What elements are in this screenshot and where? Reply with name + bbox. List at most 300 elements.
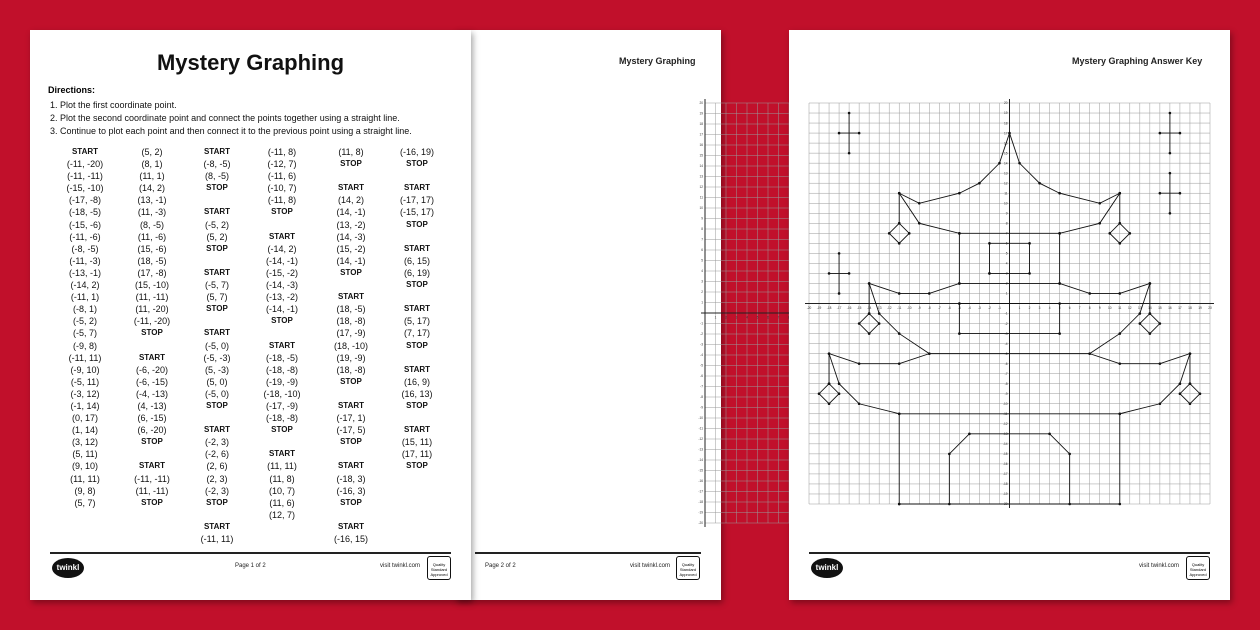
x-tick-label: -11 (897, 306, 902, 310)
coordinate-pair: (5, 0) (206, 376, 228, 387)
coordinate-pair: (-9, 8) (72, 340, 97, 351)
data-point (898, 292, 901, 295)
coordinate-pair: (-17, -9) (265, 400, 298, 411)
data-point (958, 332, 961, 335)
coordinate-pair: (15, -6) (137, 243, 167, 254)
y-tick-label: -19 (698, 510, 703, 515)
coordinate-pair: (-11, 8) (267, 147, 297, 157)
coordinate-pair: (5, 11) (72, 449, 98, 460)
coordinate-pair: (14, -1) (336, 207, 366, 218)
coordinate-column (382, 146, 452, 473)
coordinate-pair: (-13, -2) (265, 292, 298, 303)
coordinate-pair: (-11, 11) (68, 352, 102, 363)
data-point (898, 332, 901, 335)
keyword-label: STOP (340, 267, 362, 277)
x-tick-label: 1 (1018, 306, 1021, 310)
x-tick-label: 3 (735, 315, 738, 320)
x-tick-label: 16 (1168, 306, 1172, 310)
twinkl-logo: twinkl (52, 558, 84, 578)
site-link[interactable]: visit twinkl.com (380, 563, 421, 569)
keyword-label: STOP (271, 425, 293, 435)
keyword-label: START (203, 267, 231, 277)
coordinate-pair: (-5, 2) (72, 316, 97, 327)
data-point (828, 272, 831, 275)
y-tick-label: 18 (699, 122, 703, 127)
keyword-label: STOP (340, 497, 362, 507)
blank-coordinate-grid (455, 65, 780, 565)
data-point (828, 352, 831, 355)
y-tick-label: 4 (1005, 261, 1008, 266)
coordinate-pair: (-5, 11) (70, 376, 100, 387)
coordinate-pair: (-5, -3) (203, 352, 231, 363)
keyword-label: STOP (271, 207, 293, 217)
keyword-label: STOP (206, 243, 228, 253)
data-point (1028, 272, 1031, 275)
blank-grid-page (455, 30, 780, 600)
y-tick-label: -16 (1002, 462, 1008, 467)
x-tick-label: 20 (1208, 306, 1212, 310)
keyword-label: STOP (406, 400, 428, 410)
y-tick-label: 7 (701, 237, 703, 242)
data-point (1179, 382, 1182, 385)
y-tick-label: -6 (1004, 361, 1008, 366)
data-point (898, 362, 901, 365)
coordinate-pair: (-5, 2) (204, 219, 229, 230)
coordinate-pair: (6, 19) (403, 267, 430, 278)
y-tick-label: 8 (1005, 221, 1008, 226)
coordinate-pair: (17, -9) (336, 328, 366, 339)
data-point (928, 352, 931, 355)
x-tick-label: 13 (1138, 306, 1142, 310)
coordinate-pair (382, 170, 452, 182)
coordinate-pair: (18, -10) (333, 340, 368, 351)
coordinate-pair: (-12, 7) (267, 159, 297, 170)
data-point (998, 162, 1001, 165)
data-point (918, 202, 921, 205)
coordinate-column (117, 146, 187, 509)
y-tick-label: 13 (699, 174, 703, 179)
data-point (1149, 282, 1152, 285)
data-point (968, 433, 971, 436)
data-point (838, 392, 841, 395)
coordinate-pair: (-16, 19) (399, 147, 434, 157)
keyword-label: STOP (206, 497, 228, 507)
coordinate-pair: (5, 2) (206, 231, 228, 242)
coordinate-pair: (-8, -5) (71, 243, 99, 254)
data-point (818, 392, 821, 395)
coordinate-pair: (-11, -11) (134, 473, 170, 484)
data-point (1098, 202, 1101, 205)
y-tick-label: -4 (700, 353, 703, 358)
coordinate-pair: (5, 7) (74, 497, 96, 508)
keyword-label: START (403, 304, 431, 314)
coordinate-pair: (16, 9) (403, 376, 430, 387)
data-point (868, 282, 871, 285)
coordinate-pair (117, 340, 187, 352)
coordinate-pair: (-2, 3) (204, 437, 229, 448)
y-tick-label: -1 (1004, 311, 1008, 316)
data-point (838, 132, 841, 135)
y-tick-label: 2 (1005, 281, 1008, 286)
data-point (1189, 352, 1192, 355)
data-point (1129, 232, 1132, 235)
coordinate-pair: (5, 2) (141, 147, 163, 157)
coordinate-pair: (-11, -20) (133, 316, 171, 327)
x-tick-label: -1 (998, 306, 1001, 310)
keyword-label: STOP (206, 400, 228, 410)
coordinate-pair: (17, -8) (137, 267, 167, 278)
keyword-label: STOP (406, 159, 428, 169)
data-point (958, 232, 961, 235)
data-point (948, 503, 951, 506)
coordinate-pair (117, 448, 187, 460)
y-tick-label: 12 (1003, 181, 1008, 186)
data-point (988, 272, 991, 275)
keyword-label: START (403, 425, 431, 435)
data-point (878, 312, 881, 315)
y-tick-label: 2 (701, 290, 703, 295)
coordinate-pair: (11, 8) (269, 473, 295, 484)
data-point (958, 192, 961, 195)
data-point (1058, 332, 1061, 335)
data-point (1189, 402, 1192, 405)
x-tick-label: -4 (967, 306, 971, 310)
coordinate-pair: (-14, -1) (265, 304, 298, 315)
y-tick-label: -19 (1002, 492, 1008, 497)
coordinate-pair: (-5, 7) (204, 280, 229, 291)
coordinate-pair: (17, 11) (401, 449, 433, 460)
page-number: Page 2 of 2 (485, 563, 516, 569)
coordinate-pair: (14, -3) (336, 231, 366, 242)
coordinate-pair: (11, -11) (135, 292, 169, 303)
keyword-label: STOP (406, 280, 428, 290)
y-tick-label: -4 (1004, 341, 1008, 346)
data-point (1169, 152, 1172, 155)
coordinate-pair: (13, -2) (336, 219, 366, 230)
coordinate-pair: (-9, 10) (70, 364, 100, 375)
coordinate-column (182, 146, 252, 545)
keyword-label: START (403, 183, 431, 193)
y-tick-label: -17 (1002, 472, 1008, 477)
quality-badge-icon: Quality Standard Approved (676, 556, 700, 580)
coordinate-pair: (-18, 3) (336, 473, 366, 484)
coordinate-pair: (15, -2) (336, 243, 366, 254)
instructions-page (30, 30, 471, 600)
data-point (1118, 242, 1121, 245)
coordinate-pair: (6, 15) (403, 255, 430, 266)
x-tick-label: -9 (917, 306, 921, 310)
data-point (1149, 332, 1152, 335)
x-tick-label: -16 (846, 306, 852, 310)
data-point (1038, 182, 1041, 185)
coordinate-pair (247, 219, 317, 231)
y-tick-label: 14 (1003, 161, 1008, 166)
data-point (908, 232, 911, 235)
coordinate-pair (182, 509, 252, 521)
y-tick-label: -3 (700, 342, 703, 347)
data-point (838, 292, 841, 295)
coordinate-pair: (15, 11) (401, 437, 433, 448)
keyword-label: START (268, 231, 296, 241)
keyword-label: START (268, 449, 296, 459)
data-point (1058, 232, 1061, 235)
data-point (958, 282, 961, 285)
y-tick-label: 15 (699, 153, 703, 158)
coordinate-pair: (-6, -15) (135, 376, 168, 387)
x-tick-label: 5 (1058, 306, 1061, 310)
coordinate-pair: (-17, 1) (336, 413, 366, 424)
footer-divider (50, 552, 451, 554)
coordinate-pair: (7, 17) (403, 328, 430, 339)
coordinate-pair: (18, -8) (336, 316, 366, 327)
twinkl-logo: twinkl (811, 558, 843, 578)
quality-badge-icon: Quality Standard Approved (1186, 556, 1210, 580)
y-tick-label: -15 (698, 468, 703, 473)
keyword-label: START (337, 400, 365, 410)
x-tick-label: -19 (816, 306, 822, 310)
coordinate-pair: (-5, 7) (72, 328, 97, 339)
coordinate-column (50, 146, 120, 509)
data-point (888, 232, 891, 235)
y-tick-label: 10 (1003, 201, 1008, 206)
answer-key-grid (789, 65, 1230, 565)
coordinate-pair (316, 448, 386, 460)
coordinate-pair: (-14, 2) (70, 280, 100, 291)
data-point (898, 412, 901, 415)
coordinate-pair: (-15, -2) (265, 267, 298, 278)
data-point (1118, 332, 1121, 335)
y-tick-label: -6 (700, 374, 703, 379)
keyword-label: START (337, 461, 365, 471)
keyword-label: START (138, 461, 166, 471)
site-link[interactable]: visit twinkl.com (1139, 563, 1180, 569)
y-tick-label: -5 (700, 363, 703, 368)
y-tick-label: 11 (699, 195, 703, 200)
coordinate-pair: (14, 2) (337, 195, 364, 206)
data-point (868, 312, 871, 315)
x-tick-label: 3 (1038, 306, 1041, 310)
coordinate-pair: (-11, 6) (267, 171, 297, 182)
y-tick-label: 9 (1005, 211, 1008, 216)
coordinate-pair: (-13, -1) (68, 267, 101, 278)
y-tick-label: 6 (1005, 241, 1008, 246)
data-point (1179, 132, 1182, 135)
coordinate-pair: (-11, -3) (69, 255, 101, 266)
y-tick-label: -14 (698, 458, 703, 463)
x-tick-label: 4 (746, 315, 748, 320)
data-point (858, 402, 861, 405)
x-tick-label: -10 (906, 306, 912, 310)
data-point (1008, 132, 1011, 135)
y-tick-label: 9 (701, 216, 703, 221)
coordinate-pair: (18, -5) (336, 304, 366, 315)
x-tick-label: -13 (876, 306, 882, 310)
x-tick-label: 7 (1078, 306, 1081, 310)
coordinate-pair: (9, 10) (71, 461, 98, 472)
y-tick-label: 1 (701, 300, 703, 305)
y-tick-label: 5 (1005, 251, 1008, 256)
coordinate-pair: (8, 1) (141, 159, 163, 170)
site-link[interactable]: visit twinkl.com (630, 563, 671, 569)
coordinate-pair: (-19, -9) (265, 376, 298, 387)
coordinate-pair (382, 412, 452, 424)
y-tick-label: 4 (701, 269, 703, 274)
coordinate-pair (316, 170, 386, 182)
keyword-label: START (403, 243, 431, 253)
coordinate-pair: (2, 3) (206, 473, 228, 484)
coordinate-pair: (-11, -20) (66, 159, 104, 170)
data-point (1159, 402, 1162, 405)
x-tick-label: 6 (767, 315, 769, 320)
coordinate-pair (316, 509, 386, 521)
coordinate-pair: (-15, 17) (399, 207, 434, 218)
coordinate-pair: (5, 7) (206, 292, 228, 303)
x-tick-label: 14 (1148, 306, 1152, 310)
x-tick-label: -14 (866, 306, 872, 310)
data-point (1169, 112, 1172, 115)
coordinate-pair: (15, -10) (134, 280, 169, 291)
data-point (858, 362, 861, 365)
data-point (1149, 312, 1152, 315)
coordinate-pair: (1, 14) (71, 425, 98, 436)
y-tick-label: 14 (699, 164, 703, 169)
coordinate-pair: (-11, -6) (69, 231, 101, 242)
coordinate-pair: (16, 13) (401, 388, 433, 399)
coordinate-pair: (4, -13) (137, 400, 167, 411)
coordinate-pair: (19, -9) (336, 352, 366, 363)
x-tick-label: 4 (1048, 306, 1051, 310)
coordinate-pair: (5, -3) (204, 364, 229, 375)
coordinate-pair: (-16, 3) (336, 485, 366, 496)
data-point (898, 192, 901, 195)
coordinate-pair (247, 327, 317, 339)
y-tick-label: 7 (1005, 231, 1008, 236)
x-tick-label: 8 (1088, 306, 1091, 310)
y-tick-label: 8 (701, 227, 703, 232)
x-tick-label: -2 (988, 306, 991, 310)
keyword-label: START (337, 183, 365, 193)
x-tick-label: 2 (725, 315, 727, 320)
keyword-label: STOP (271, 316, 293, 326)
coordinate-pair: (-5, 0) (204, 388, 229, 399)
x-tick-label: -18 (826, 306, 832, 310)
data-point (1058, 192, 1061, 195)
coordinate-pair (382, 291, 452, 303)
data-point (898, 242, 901, 245)
coordinate-pair (182, 315, 252, 327)
coordinate-pair: (9, 8) (74, 485, 96, 496)
y-tick-label: -7 (1004, 371, 1008, 376)
grid-page-title: Mystery Graphing (619, 56, 696, 66)
data-point (1118, 503, 1121, 506)
data-point (1048, 433, 1051, 436)
x-tick-label: -8 (927, 306, 931, 310)
y-tick-label: -10 (1002, 401, 1008, 406)
keyword-label: START (203, 425, 231, 435)
y-tick-label: -12 (698, 437, 703, 442)
coordinate-pair: (11, -3) (137, 207, 167, 218)
x-tick-label: 5 (756, 315, 759, 320)
keyword-label: START (203, 207, 231, 217)
keyword-label: STOP (406, 219, 428, 229)
keyword-label: STOP (406, 340, 428, 350)
directions-heading: Directions: (48, 85, 96, 95)
keyword-label: STOP (406, 461, 428, 471)
x-tick-label: -5 (957, 306, 961, 310)
y-tick-label: 16 (699, 143, 703, 148)
y-tick-label: -1 (700, 321, 703, 326)
keyword-label: STOP (340, 159, 362, 169)
coordinate-pair: (-11, -11) (67, 171, 103, 182)
data-point (1068, 503, 1071, 506)
coordinate-column (247, 146, 317, 521)
y-tick-label: -13 (698, 447, 703, 452)
x-tick-label: 19 (1198, 306, 1202, 310)
coordinate-pair: (-17, -8) (68, 195, 101, 206)
coordinate-pair: (-14, -3) (265, 280, 298, 291)
keyword-label: START (203, 147, 231, 156)
y-tick-label: 13 (1003, 171, 1008, 176)
coordinate-pair (247, 436, 317, 448)
y-tick-label: 17 (699, 132, 703, 137)
keyword-label: START (203, 521, 231, 531)
data-point (1088, 352, 1091, 355)
keyword-label: START (337, 292, 365, 302)
coordinate-pair: (3, 12) (71, 437, 98, 448)
y-tick-label: -9 (1004, 391, 1008, 396)
coordinate-pair: (-10, 7) (267, 183, 297, 194)
coordinate-pair: (14, 2) (138, 183, 165, 194)
footer-divider (475, 552, 701, 554)
data-point (948, 453, 951, 456)
x-tick-label: -17 (836, 306, 842, 310)
y-tick-label: 15 (1003, 151, 1008, 156)
x-tick-label: -20 (806, 306, 812, 310)
data-point (1108, 232, 1111, 235)
coordinate-pair: (2, 6) (206, 461, 228, 472)
y-tick-label: 19 (1003, 111, 1008, 116)
y-tick-label: -10 (698, 416, 703, 421)
coordinate-pair (182, 255, 252, 267)
coordinate-pair: (8, -5) (204, 171, 229, 182)
direction-step: 1. Plot the first coordinate point. (50, 100, 177, 110)
data-point (1179, 192, 1182, 195)
y-tick-label: 16 (1003, 141, 1008, 146)
keyword-label: STOP (141, 497, 163, 507)
keyword-label: STOP (340, 376, 362, 386)
answer-key-page (789, 30, 1230, 600)
coordinate-pair: (-2, 3) (204, 485, 229, 496)
x-tick-label: 10 (1107, 306, 1112, 310)
data-point (1179, 392, 1182, 395)
keyword-label: STOP (141, 328, 163, 338)
data-point (1159, 132, 1162, 135)
coordinate-pair: (-14, -1) (265, 255, 298, 266)
coordinate-pair: (11, -6) (137, 231, 167, 242)
x-tick-label: 6 (1068, 306, 1071, 310)
data-point (1118, 362, 1121, 365)
coordinate-pair: (11, 8) (338, 147, 364, 157)
y-tick-label: 17 (1003, 131, 1008, 136)
coordinate-pair: (-18, -5) (265, 352, 298, 363)
x-tick-label: -12 (886, 306, 892, 310)
page-number: Page 1 of 2 (235, 563, 266, 569)
x-tick-label: -7 (937, 306, 941, 310)
data-point (1118, 412, 1121, 415)
x-tick-label: 2 (1028, 306, 1031, 310)
coordinate-pair: (-15, -10) (66, 183, 104, 194)
coordinate-pair: (11, -20) (135, 304, 169, 315)
